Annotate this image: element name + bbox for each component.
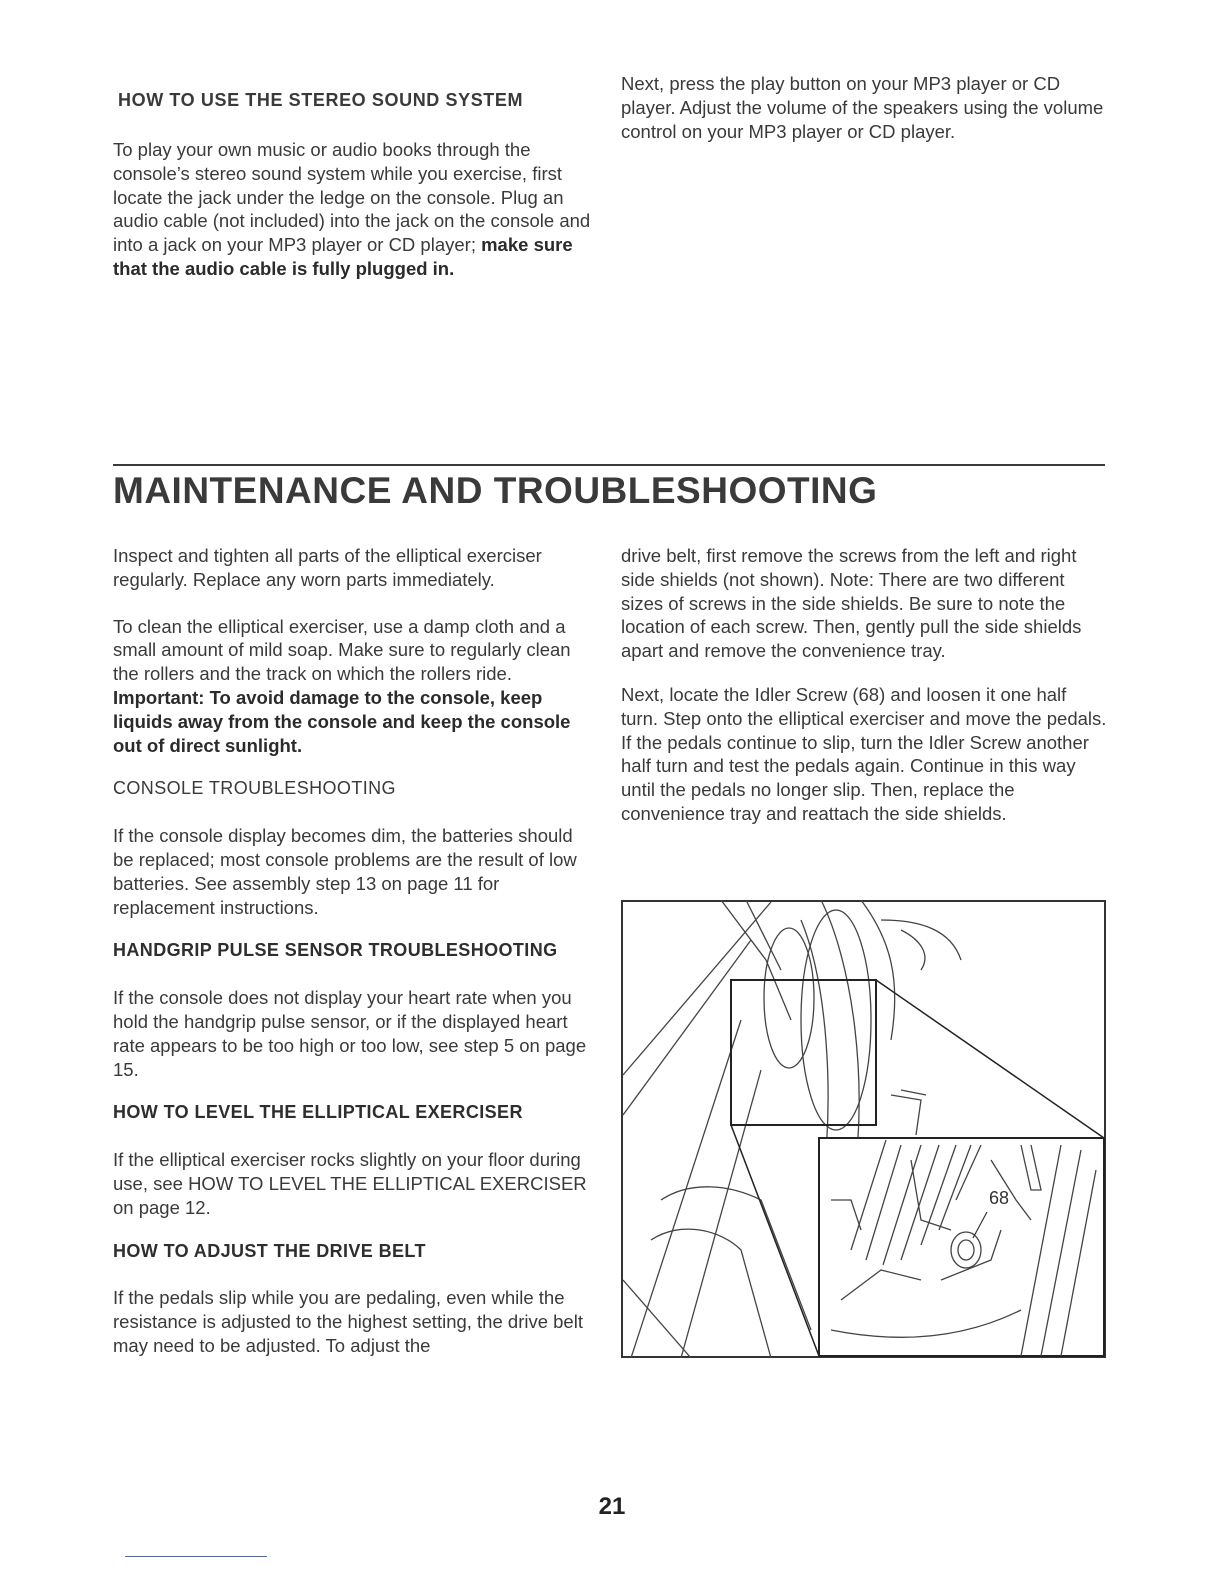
part-label-68: 68: [989, 1188, 1010, 1208]
maintenance-right-column: [621, 544, 1107, 826]
drive-belt-text-left: If the pedals slip while you are pedaling, even while the resistance is adjusted to the highest setting, the drive belt may need to be adjusted. To adjust the: [113, 1287, 583, 1356]
bottom-divider: [125, 1556, 267, 1557]
maintenance-intro: Inspect and tighten all parts of the elliptical exerciser regularly. Replace any worn parts immediately.: [113, 545, 542, 590]
cleaning-text: To clean the elliptical exerciser, use a damp cloth and a small amount of mild soap. Make sure to regularly clean the rollers and the track on which the rollers ride.: [113, 615, 571, 685]
drive-belt-text-right-1: drive belt, first remove the screws from the left and right side shields (not shown). Note: There are two different sizes of screws in the side shields. Be sure to note the location of each screw. Then, gently pull the side shields apart and remove the convenience tray.: [621, 545, 1082, 662]
stereo-paragraph-bold: make sure that the audio cable is fully plugged in.: [113, 234, 573, 279]
section-rule: [113, 464, 1105, 466]
handgrip-heading: HANDGRIP PULSE SENSOR TROUBLESHOOTING: [113, 940, 558, 961]
cleaning-paragraph: [113, 615, 595, 758]
stereo-heading: HOW TO USE THE STEREO SOUND SYSTEM: [118, 90, 524, 110]
page-number: 21: [598, 1493, 626, 1520]
handgrip-text: If the console does not display your heart rate when you hold the handgrip pulse sensor, or if the displayed heart rate appears to be too high or too low, see step 5 on page 15.: [113, 987, 587, 1080]
level-heading: HOW TO LEVEL THE ELLIPTICAL EXERCISER: [113, 1102, 523, 1123]
stereo-paragraph-2: Next, press the play button on your MP3 player or CD player. Adjust the volume of the speakers using the volume control on your MP3 player or CD player.: [621, 73, 1104, 142]
level-text: If the elliptical exerciser rocks slightly on your floor during use, see HOW TO LEVEL THE ELLIPTICAL EXERCISER on page 12.: [113, 1149, 587, 1218]
maintenance-left-column: [113, 544, 595, 1358]
stereo-right-column: [621, 72, 1111, 143]
stereo-paragraph: [113, 138, 593, 281]
page-title: MAINTENANCE AND TROUBLESHOOTING: [113, 470, 878, 511]
cleaning-warning: Important: To avoid damage to the console, keep liquids away from the console and keep the console out of direct sunlight.: [113, 686, 571, 756]
stereo-left-column: [113, 138, 593, 281]
stereo-paragraph-text: To play your own music or audio books through the console’s stereo sound system while you exercise, first locate the jack under the ledge on the console. Plug an audio cable (not included) into the jack on the console and into a jack on your MP3 player or CD player;: [113, 139, 591, 256]
idler-screw-diagram: [621, 900, 1106, 1358]
inset-detail: [819, 1138, 1104, 1356]
console-troubleshooting-text: If the console display becomes dim, the batteries should be replaced; most console problems are the result of low batteries. See assembly step 13 on page 11 for replacement instructions.: [113, 825, 577, 918]
drive-belt-heading: HOW TO ADJUST THE DRIVE BELT: [113, 1240, 426, 1261]
console-troubleshooting-heading: CONSOLE TROUBLESHOOTING: [113, 778, 396, 799]
drive-belt-text-right-2: Next, locate the Idler Screw (68) and loosen it one half turn. Step onto the elliptical exerciser and move the pedals. If the pedals continue to slip, turn the Idler Screw another half turn and test the pedals again. Continue in this way until the pedals no longer slip. Then, replace the convenience tray and reattach the side shields.: [621, 683, 1107, 824]
